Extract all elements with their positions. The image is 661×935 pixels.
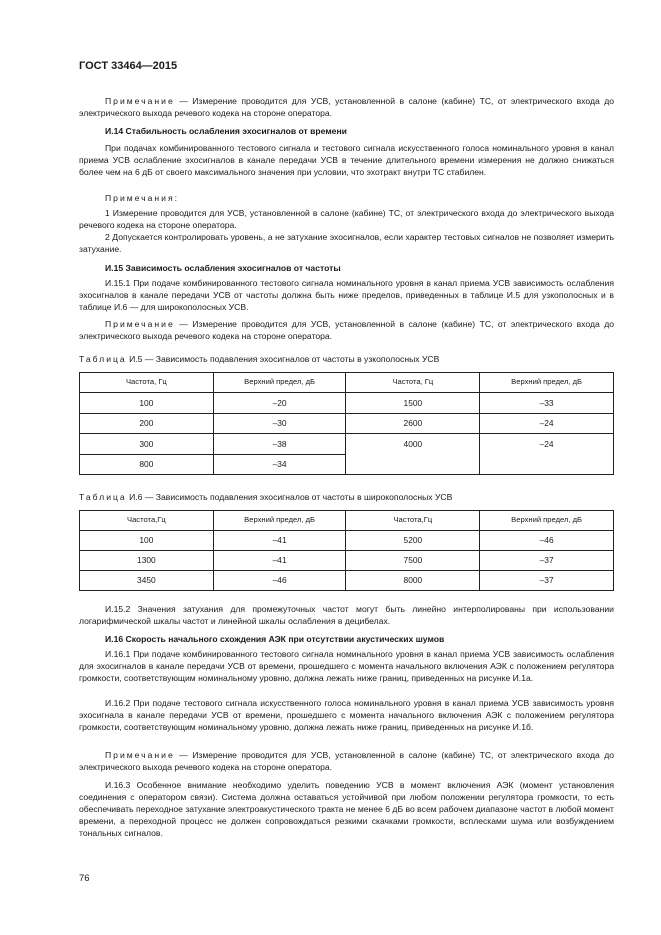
section-15-title: И.15 Зависимость ослабления эхосигналов от частоты bbox=[105, 263, 341, 273]
table-cell: 800 bbox=[80, 454, 214, 475]
section-16-1-paragraph: И.16.1 При подаче комбинированного тестового сигнала номинального уровня в канал приема УСВ зависимость ослабления для эхосигналов в канале передачи УСВ от времени, прошедшего с момента начального включения АЭК с положением регулятора громкости, соответствующим номинальному уровню, должна лежать ниже границ, приведенных на рисунке И.1а. bbox=[79, 649, 614, 684]
section-15-2-paragraph: И.15.2 Значения затухания для промежуточных частот могут быть линейно интерполированы при использовании логарифмической шкалы частот и линейной шкалы ослабления в децибелах. bbox=[79, 604, 614, 627]
table-cell: –34 bbox=[213, 454, 346, 475]
table-cell: 4000 bbox=[346, 434, 480, 455]
table-cell: 7500 bbox=[346, 551, 480, 571]
table-header-cell: Верхний предел, дБ bbox=[480, 511, 614, 531]
table-cell: 1300 bbox=[80, 551, 214, 571]
section-16-3-paragraph: И.16.3 Особенное внимание необходимо уделить поведению УСВ в момент включения АЭК (момент установления соединения с оператором связи). Система должна оставаться устойчивой при любом положении регулятора громкости, то есть обеспечивать переходное затухание электроакустического тракта не менее 6 дБ во всем рабочем диапазоне частот в любой момент времени, а переходной процесс не должен сопровождаться резкими скачками громкости, всплесками шума или возбуждением тональных сигналов. bbox=[79, 780, 614, 839]
table-header-cell: Верхний предел, дБ bbox=[213, 511, 346, 531]
table-cell: 2600 bbox=[346, 413, 480, 434]
table-5-caption-text: И.5 — Зависимость подавления эхосигналов от частоты в узкополосных УСВ bbox=[126, 354, 440, 364]
table-header-cell: Верхний предел, дБ bbox=[480, 373, 614, 393]
table-6 bbox=[79, 510, 614, 591]
note-label: Примечание bbox=[105, 96, 175, 106]
note-text: — Измерение проводится для УСВ, установленной в салоне (кабине) ТС, от электрического входа до электрического выхода речевого кодека на стороне оператора. bbox=[79, 319, 614, 342]
table-cell: –46 bbox=[480, 531, 614, 551]
note-2 bbox=[79, 318, 614, 342]
section-15-paragraph: И.15.1 При подаче комбинированного тестового сигнала номинального уровня в канал приема УСВ зависимость ослабления эхосигналов в канале передачи УСВ от частоты должна быть ниже пределов, приведенных в таблице И.5 для узкополосных и в таблице И.6 — для широкополосных УСВ. bbox=[79, 278, 614, 313]
note-label: Примечание bbox=[105, 319, 175, 329]
note-text: — Измерение проводится для УСВ, установленной в салоне (кабине) ТС, от электрического входа до электрического выхода речевого кодека на стороне оператора. bbox=[79, 96, 614, 119]
table-row bbox=[80, 413, 614, 434]
notes-label: Примечания: bbox=[105, 193, 180, 203]
table-cell: 8000 bbox=[346, 571, 480, 591]
note-1 bbox=[79, 95, 614, 119]
table-cell: –30 bbox=[213, 413, 346, 434]
table-cell: 100 bbox=[80, 393, 214, 414]
table-6-caption bbox=[79, 491, 452, 503]
table-cell: –46 bbox=[213, 571, 346, 591]
section-14-note-1: 1 Измерение проводится для УСВ, установленной в салоне (кабине) ТС, от электрического входа до электрического выхода речевого кодека на стороне оператора. bbox=[79, 208, 614, 231]
table-header-cell: Частота,Гц bbox=[346, 511, 480, 531]
table-cell bbox=[480, 454, 614, 475]
table-cell: 100 bbox=[80, 531, 214, 551]
note-text: — Измерение проводится для УСВ, установленной в салоне (кабине) ТС, от электрического входа до электрического выхода речевого кодека на стороне оператора. bbox=[79, 750, 614, 773]
table-label: Таблица bbox=[79, 354, 127, 364]
table-header-cell: Верхний предел, дБ bbox=[213, 373, 346, 393]
table-row bbox=[80, 571, 614, 591]
section-14-paragraph: При подачах комбинированного тестового сигнала и тестового сигнала искусственного голоса номинального уровня в канал приема УСВ ослабление эхосигналов в канале передачи УСВ в течение длительного времени измерения не должно снижаться более чем на 6 дБ от своего максимального значения при условии, что эхотракт внутри ТС стабилен. bbox=[79, 143, 614, 178]
table-cell: –38 bbox=[213, 434, 346, 455]
table-cell: –37 bbox=[480, 551, 614, 571]
table-header-cell: Частота,Гц bbox=[80, 511, 214, 531]
section-16-title: И.16 Скорость начального схождения АЭК при отсутствии акустических шумов bbox=[105, 634, 445, 644]
table-cell: –41 bbox=[213, 531, 346, 551]
table-row bbox=[80, 551, 614, 571]
table-cell: 200 bbox=[80, 413, 214, 434]
page-number: 76 bbox=[79, 873, 90, 884]
section-14-note-2: 2 Допускается контролировать уровень, а не затухание эхосигналов, если характер тестовых сигналов не позволяет измерить затухание. bbox=[79, 232, 614, 255]
table-cell: 1500 bbox=[346, 393, 480, 414]
table-cell: 300 bbox=[80, 434, 214, 455]
table-row bbox=[80, 531, 614, 551]
table-cell: 5200 bbox=[346, 531, 480, 551]
table-row bbox=[80, 434, 614, 455]
table-header-cell: Частота, Гц bbox=[346, 373, 480, 393]
table-cell: 3450 bbox=[80, 571, 214, 591]
table-header-row bbox=[80, 511, 614, 531]
note-3 bbox=[79, 749, 614, 773]
note-label: Примечание bbox=[105, 750, 175, 760]
table-6-caption-text: И.6 — Зависимость подавления эхосигналов от частоты в широкополосных УСВ bbox=[126, 492, 453, 502]
table-cell: –24 bbox=[480, 434, 614, 455]
table-cell bbox=[346, 454, 480, 475]
table-cell: –33 bbox=[480, 393, 614, 414]
table-row bbox=[80, 454, 614, 475]
table-5-caption bbox=[79, 353, 439, 365]
table-header-cell: Частота, Гц bbox=[80, 373, 214, 393]
section-14-title: И.14 Стабильность ослабления эхосигналов от времени bbox=[105, 126, 347, 136]
table-cell: –37 bbox=[480, 571, 614, 591]
document-header: ГОСТ 33464—2015 bbox=[79, 60, 178, 72]
table-cell: –20 bbox=[213, 393, 346, 414]
table-row bbox=[80, 393, 614, 414]
table-cell: –41 bbox=[213, 551, 346, 571]
table-cell: –24 bbox=[480, 413, 614, 434]
table-label: Таблица bbox=[79, 492, 127, 502]
section-16-2-paragraph: И.16.2 При подаче тестового сигнала искусственного голоса номинального уровня в канал приема УСВ зависимость уровня эхосигнала в канале передачи УСВ от времени, прошедшего с момента начального включения АЭК с положением регулятора громкости, соответствующим номинальному уровню, должна лежать ниже границ, приведенных на рисунке И.1б. bbox=[79, 698, 614, 733]
table-header-row bbox=[80, 373, 614, 393]
table-5 bbox=[79, 372, 614, 475]
